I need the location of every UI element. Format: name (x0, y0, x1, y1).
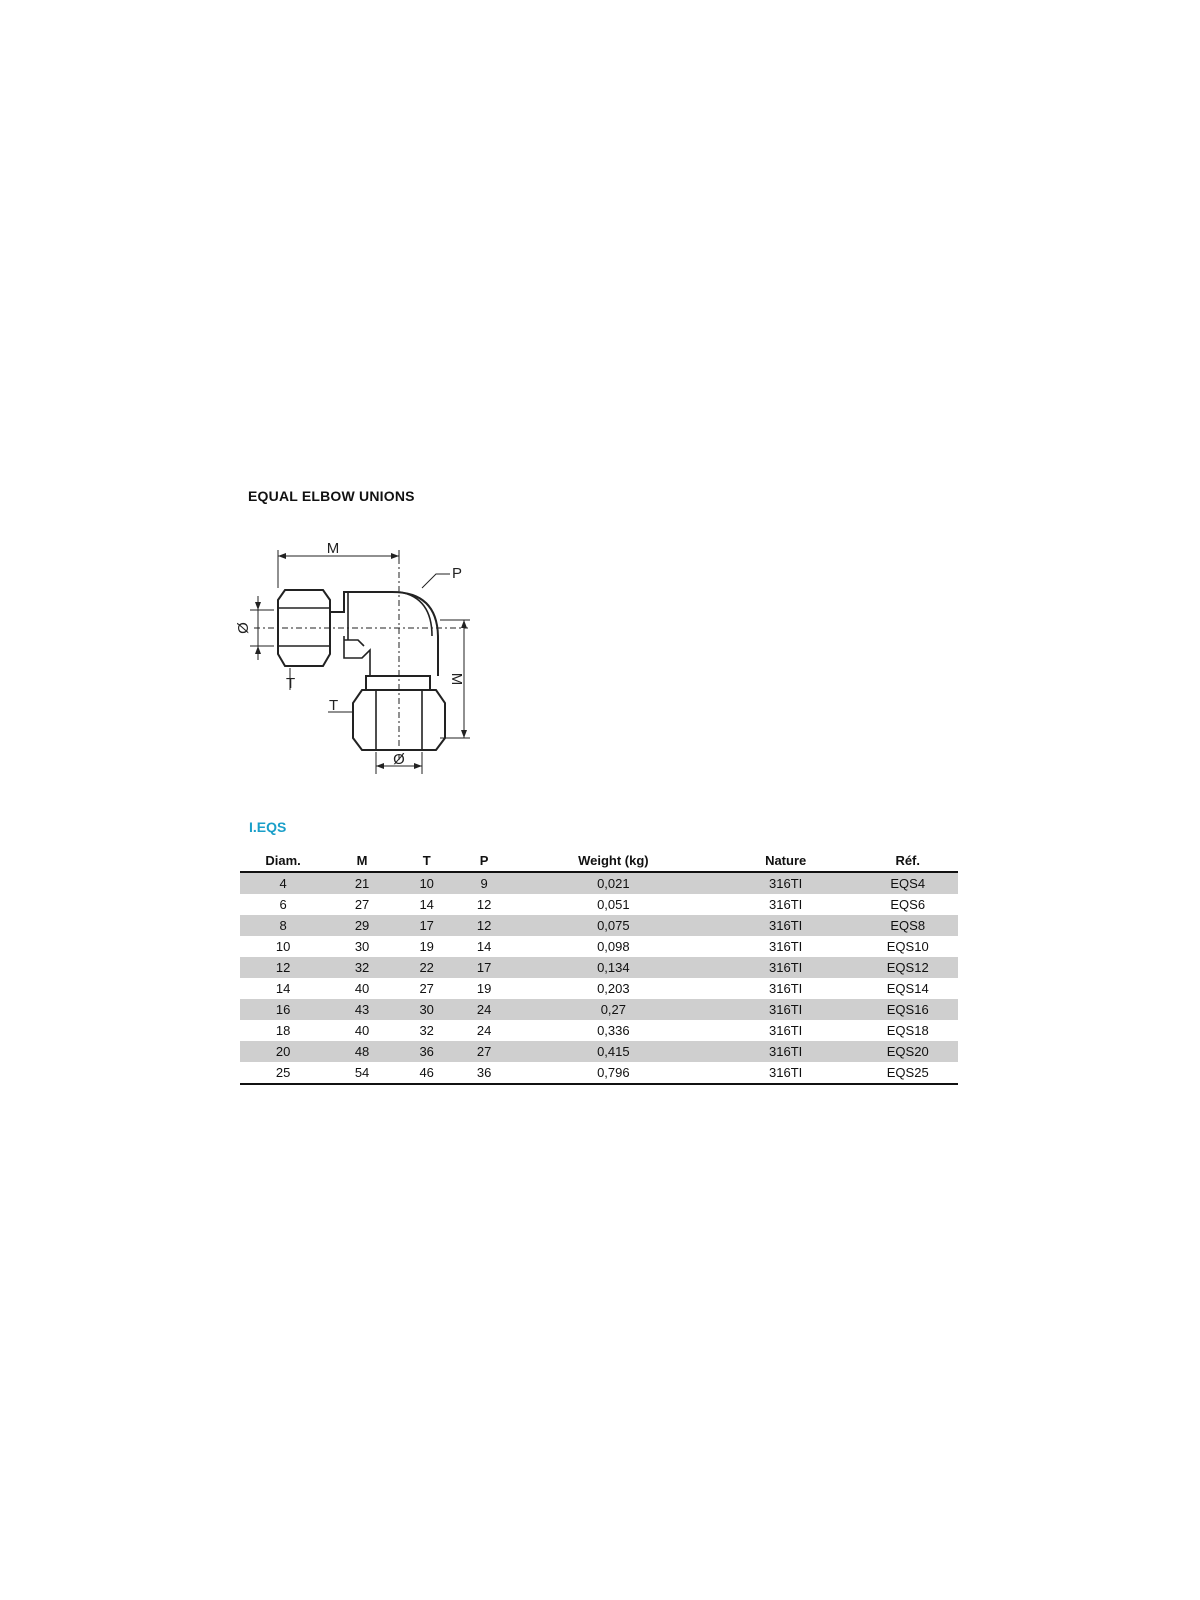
cell-diam: 18 (275, 1023, 291, 1038)
cell-ref: EQS10 (886, 939, 929, 954)
column-header-diam: Diam. (240, 849, 326, 872)
cell-diam: 20 (240, 1041, 326, 1062)
table-row (240, 894, 958, 915)
cell-p: 19 (476, 981, 492, 996)
cell-nature: 316TI (714, 1041, 858, 1062)
cell-weight: 0,075 (513, 915, 714, 936)
cell-nature: 316TI (714, 957, 858, 978)
table-body (240, 872, 958, 1084)
column-header-weight: Weight (kg) (513, 849, 714, 872)
cell-t: 10 (398, 872, 455, 894)
column-header-m: M (326, 849, 398, 872)
cell-p: 12 (476, 897, 492, 912)
cell-m: 43 (326, 999, 398, 1020)
cell-t: 46 (398, 1062, 455, 1084)
cell-p: 12 (455, 915, 512, 936)
cell-ref: EQS6 (890, 897, 926, 912)
cell-t: 32 (419, 1023, 434, 1038)
cell-ref: EQS16 (857, 999, 958, 1020)
cell-ref: EQS18 (886, 1023, 929, 1038)
table-row (240, 1041, 958, 1062)
cell-diam: 4 (240, 872, 326, 894)
cell-nature: 316TI (714, 999, 858, 1020)
diagram-label-p: P (452, 565, 463, 582)
specification-table (240, 849, 958, 1085)
cell-diam: 8 (240, 915, 326, 936)
diagram-label-t-left: T (286, 675, 296, 692)
table-row (240, 999, 958, 1020)
cell-m: 30 (354, 939, 370, 954)
cell-weight: 0,021 (513, 872, 714, 894)
cell-nature: 316TI (714, 1062, 858, 1084)
cell-m: 48 (326, 1041, 398, 1062)
cell-nature: 316TI (769, 897, 803, 912)
table-row (240, 978, 958, 999)
cell-p: 27 (455, 1041, 512, 1062)
cell-m: 27 (354, 897, 370, 912)
cell-t: 19 (419, 939, 434, 954)
cell-weight: 0,796 (513, 1062, 714, 1084)
diagram-label-m-horizontal: M (326, 540, 340, 557)
column-header-p: P (455, 849, 512, 872)
cell-t: 14 (419, 897, 434, 912)
cell-t: 36 (398, 1041, 455, 1062)
cell-diam: 16 (240, 999, 326, 1020)
cell-m: 40 (354, 981, 370, 996)
section-code: I.EQS (249, 819, 287, 835)
cell-m: 21 (326, 872, 398, 894)
table-header-row (240, 849, 958, 872)
cell-diam: 25 (240, 1062, 326, 1084)
cell-ref: EQS20 (857, 1041, 958, 1062)
diagram-label-diam-bottom: Ø (393, 751, 405, 768)
column-header-t: T (398, 849, 455, 872)
cell-t: 17 (398, 915, 455, 936)
cell-t: 30 (398, 999, 455, 1020)
cell-weight: 0,051 (597, 897, 630, 912)
cell-p: 36 (455, 1062, 512, 1084)
cell-p: 24 (476, 1023, 492, 1038)
cell-m: 54 (326, 1062, 398, 1084)
cell-diam: 6 (279, 897, 287, 912)
cell-weight: 0,098 (597, 939, 630, 954)
column-header-ref: Réf. (857, 849, 958, 872)
cell-p: 9 (455, 872, 512, 894)
cell-ref: EQS14 (886, 981, 929, 996)
diagram-label-diam-left: Ø (235, 622, 252, 634)
cell-nature: 316TI (769, 981, 803, 996)
cell-weight: 0,336 (597, 1023, 630, 1038)
table-row (240, 1020, 958, 1041)
diagram-label-m-vertical: M (448, 672, 465, 686)
elbow-union-diagram (235, 540, 500, 798)
cell-nature: 316TI (714, 915, 858, 936)
cell-ref: EQS25 (857, 1062, 958, 1084)
cell-t: 22 (398, 957, 455, 978)
cell-ref: EQS4 (857, 872, 958, 894)
cell-p: 17 (455, 957, 512, 978)
table-row (240, 872, 958, 894)
cell-p: 24 (455, 999, 512, 1020)
cell-diam: 12 (240, 957, 326, 978)
diagram-label-t-bottom: T (329, 697, 339, 714)
cell-m: 40 (354, 1023, 370, 1038)
cell-t: 27 (419, 981, 434, 996)
table-row (240, 915, 958, 936)
cell-ref: EQS12 (857, 957, 958, 978)
table-row (240, 957, 958, 978)
cell-nature: 316TI (769, 939, 803, 954)
cell-nature: 316TI (769, 1023, 803, 1038)
cell-m: 29 (326, 915, 398, 936)
cell-weight: 0,27 (513, 999, 714, 1020)
table-row (240, 936, 958, 957)
cell-m: 32 (326, 957, 398, 978)
cell-weight: 0,203 (597, 981, 630, 996)
cell-ref: EQS8 (857, 915, 958, 936)
page-title: EQUAL ELBOW UNIONS (248, 488, 415, 504)
column-header-nature: Nature (714, 849, 858, 872)
cell-weight: 0,134 (513, 957, 714, 978)
cell-nature: 316TI (714, 872, 858, 894)
cell-p: 14 (476, 939, 492, 954)
cell-weight: 0,415 (513, 1041, 714, 1062)
table-row (240, 1062, 958, 1084)
cell-diam: 14 (275, 981, 291, 996)
cell-diam: 10 (275, 939, 291, 954)
